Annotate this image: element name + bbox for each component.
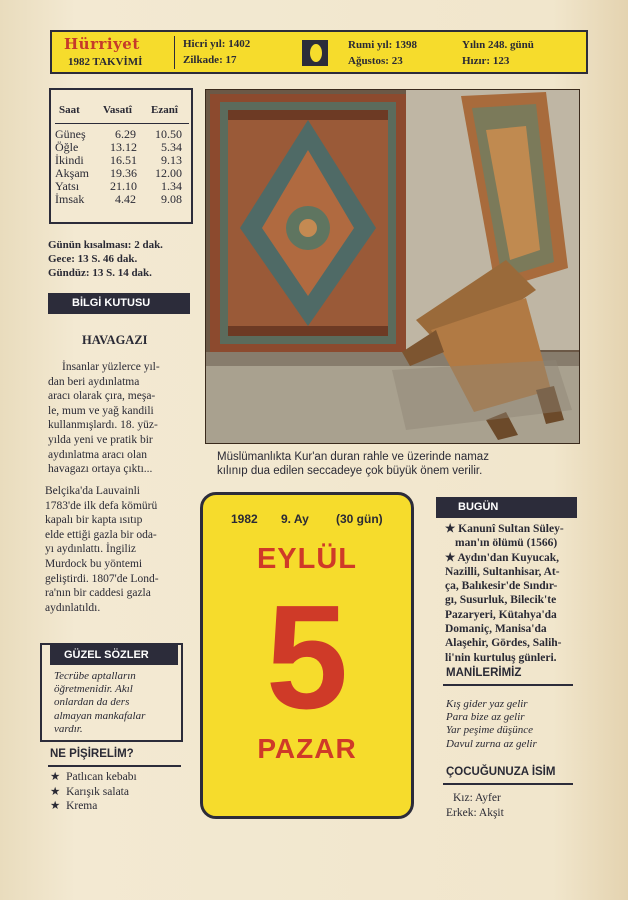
text-line: ★ Aydın'dan Kuyucak, (445, 551, 559, 564)
vasati-time: 16.51 (110, 153, 137, 167)
text-line: li'nin kurtuluş günleri. (445, 651, 557, 664)
bilgi-kutusu-heading: BİLGİ KUTUSU (48, 293, 190, 314)
ezani-time: 9.08 (161, 192, 182, 206)
text-line: Pazaryeri, Kütahya'da (445, 608, 557, 621)
quote-line: almayan mankafalar (54, 709, 146, 722)
day-length: Gündüz: 13 S. 14 dak. (48, 267, 152, 279)
text-line: aydınlatıldı. (45, 601, 101, 614)
quote-text (54, 670, 179, 736)
table-row (55, 127, 189, 140)
quote-line: vardır. (54, 722, 83, 735)
text-line: aydınlatma aracı olan (48, 448, 147, 461)
text-line: aracı olarak çıra, meşa- (48, 390, 156, 403)
boy-name: Erkek: Akşit (446, 807, 504, 819)
photo-rahle-seccade (205, 89, 580, 444)
caption-line: Müslümanlıkta Kur'an duran rahle ve üzerinde namaz (217, 451, 489, 463)
text-line: 1783'de ilk defa kömürü (45, 499, 158, 512)
text-line: Nazilli, Sultanhisar, At- (445, 565, 560, 578)
calendar-year: 1982 (231, 512, 258, 526)
text-line: Murdock bu yöntemi (45, 557, 143, 570)
ezani-time: 1.34 (161, 179, 182, 193)
prayer-times-table (49, 88, 193, 224)
hicri-month: Zilkade: 17 (183, 54, 237, 66)
table-row (55, 166, 189, 179)
text-line: kullanmışlardı. 18. yüz- (48, 419, 158, 432)
vasati-time: 21.10 (110, 179, 137, 193)
heading-underline (443, 783, 573, 785)
text-line: yılda yeni ve pratik bir (48, 433, 153, 446)
text-line: Belçika'da Lauvainli (45, 485, 140, 497)
poem-line: Davul zurna az gelir (446, 737, 537, 750)
bugun-text (445, 522, 577, 665)
day-shortening: Günün kısalması: 2 dak. (48, 239, 163, 251)
column-header: Saat (59, 104, 80, 116)
text-line: ça, Balıkesir'de Sındır- (445, 580, 558, 593)
photo-caption (217, 450, 577, 478)
girl-name: Kız: Ayfer (453, 792, 501, 804)
dish-name: Patlıcan kebabı (66, 771, 137, 783)
column-header: Ezanî (151, 104, 178, 116)
text-line: dan beri aydınlatma (48, 375, 140, 388)
list-item (50, 770, 137, 785)
prayer-name: Yatsı (55, 179, 80, 193)
calendar-subtitle: 1982 TAKVİMİ (68, 56, 143, 68)
ezani-time: 9.13 (161, 153, 182, 167)
quote-line: Tecrübe aptalların (54, 670, 136, 682)
table-row (55, 179, 189, 192)
table-row (55, 140, 189, 153)
article-title: HAVAGAZI (82, 333, 148, 347)
header-divider (174, 36, 175, 69)
manilerimiz-heading: MANİLERİMİZ (446, 667, 522, 679)
column-header: Vasatî (103, 104, 132, 116)
text-line: Domaniç, Manisa'da (445, 623, 547, 636)
table-divider (55, 123, 189, 124)
poem-line: Para bize az gelir (446, 711, 525, 724)
quote-line: öğretmenidir. Akıl (54, 683, 133, 696)
text-line: yı aydınlattı. İngiliz (45, 543, 137, 556)
night-length: Gece: 13 S. 46 dak. (48, 253, 138, 265)
prayer-name: Akşam (55, 166, 89, 180)
cocugunuza-isim-heading: ÇOCUĞUNUZA İSİM (446, 766, 556, 778)
list-item (50, 785, 137, 800)
dish-name: Karışık salata (66, 785, 129, 798)
guzel-sozler-heading: GÜZEL SÖZLER (50, 645, 178, 665)
rumi-year: Rumi yıl: 1398 (348, 39, 418, 51)
dish-name: Krema (66, 800, 98, 812)
text-line: İnsanlar yüzlerce yıl- (62, 361, 160, 373)
vasati-time: 13.12 (110, 140, 137, 154)
article-paragraph-2 (45, 484, 188, 615)
text-line: elde ettiği gazla bir oda- (45, 528, 157, 541)
text-line: gı, Susurluk, Bilecik'te (445, 594, 557, 607)
calendar-month-name: EYLÜL (256, 543, 358, 575)
text-line: ra'nın bir caddesi gazla (45, 587, 151, 600)
hicri-year: Hicri yıl: 1402 (183, 38, 251, 50)
mani-poem (446, 698, 576, 751)
heading-underline (443, 684, 573, 686)
star-icon: ★ (50, 800, 61, 812)
text-line: le, mum ve yağ kandili (48, 404, 154, 417)
guzel-sozler-box (40, 643, 183, 742)
ezani-time: 12.00 (155, 166, 182, 180)
rumi-month: Ağustos: 23 (348, 55, 403, 67)
calendar-day-number: 5 (265, 575, 349, 740)
table-row (55, 153, 189, 166)
bugun-heading: BUGÜN (436, 497, 577, 518)
poem-line: Kış gider yaz gelir (446, 698, 528, 710)
calendar-month-number: 9. Ay (281, 512, 309, 526)
hizir-day: Hızır: 123 (462, 55, 510, 67)
star-icon: ★ (50, 785, 61, 798)
text-line: geliştirdi. 1807'de Lond- (45, 572, 159, 585)
vasati-time: 19.36 (110, 166, 137, 180)
moon-phase-icon (302, 40, 328, 66)
text-line: kapalı bir kapta ısıtıp (45, 514, 143, 527)
vasati-time: 6.29 (115, 127, 136, 141)
prayer-name: Öğle (55, 140, 79, 154)
text-line: man'ın ölümü (1566) (455, 537, 558, 550)
table-row (55, 192, 189, 205)
newspaper-logo: Hürriyet (64, 35, 140, 53)
poem-line: Yar peşime düşünce (446, 724, 533, 737)
caption-line: kılınıp dua edilen seccadeye çok büyük önem verilir. (217, 465, 483, 477)
text-line: ★ Kanunî Sultan Süley- (445, 523, 564, 535)
vasati-time: 4.42 (115, 192, 136, 206)
ne-pisirelim-heading: NE PİŞİRELİM? (50, 748, 134, 760)
calendar-date-card (200, 492, 414, 819)
ezani-time: 10.50 (155, 127, 182, 141)
calendar-header (50, 30, 588, 74)
list-item (50, 799, 137, 814)
calendar-weekday: PAZAR (257, 733, 357, 764)
prayer-name: İmsak (55, 192, 85, 206)
prayer-name: İkindi (55, 153, 84, 167)
year-day: Yılın 248. günü (462, 39, 534, 51)
ezani-time: 5.34 (161, 140, 182, 154)
calendar-days-in-month: (30 gün) (336, 512, 383, 526)
text-line: havagazı ortaya çıktı... (48, 463, 153, 476)
star-icon: ★ (50, 771, 61, 783)
heading-underline (48, 765, 181, 767)
text-line: Alaşehir, Gördes, Salih- (445, 637, 562, 650)
menu-list (50, 770, 137, 814)
prayer-name: Güneş (55, 127, 86, 141)
article-paragraph-1 (48, 360, 188, 477)
quote-line: onlardan da ders (54, 696, 130, 709)
